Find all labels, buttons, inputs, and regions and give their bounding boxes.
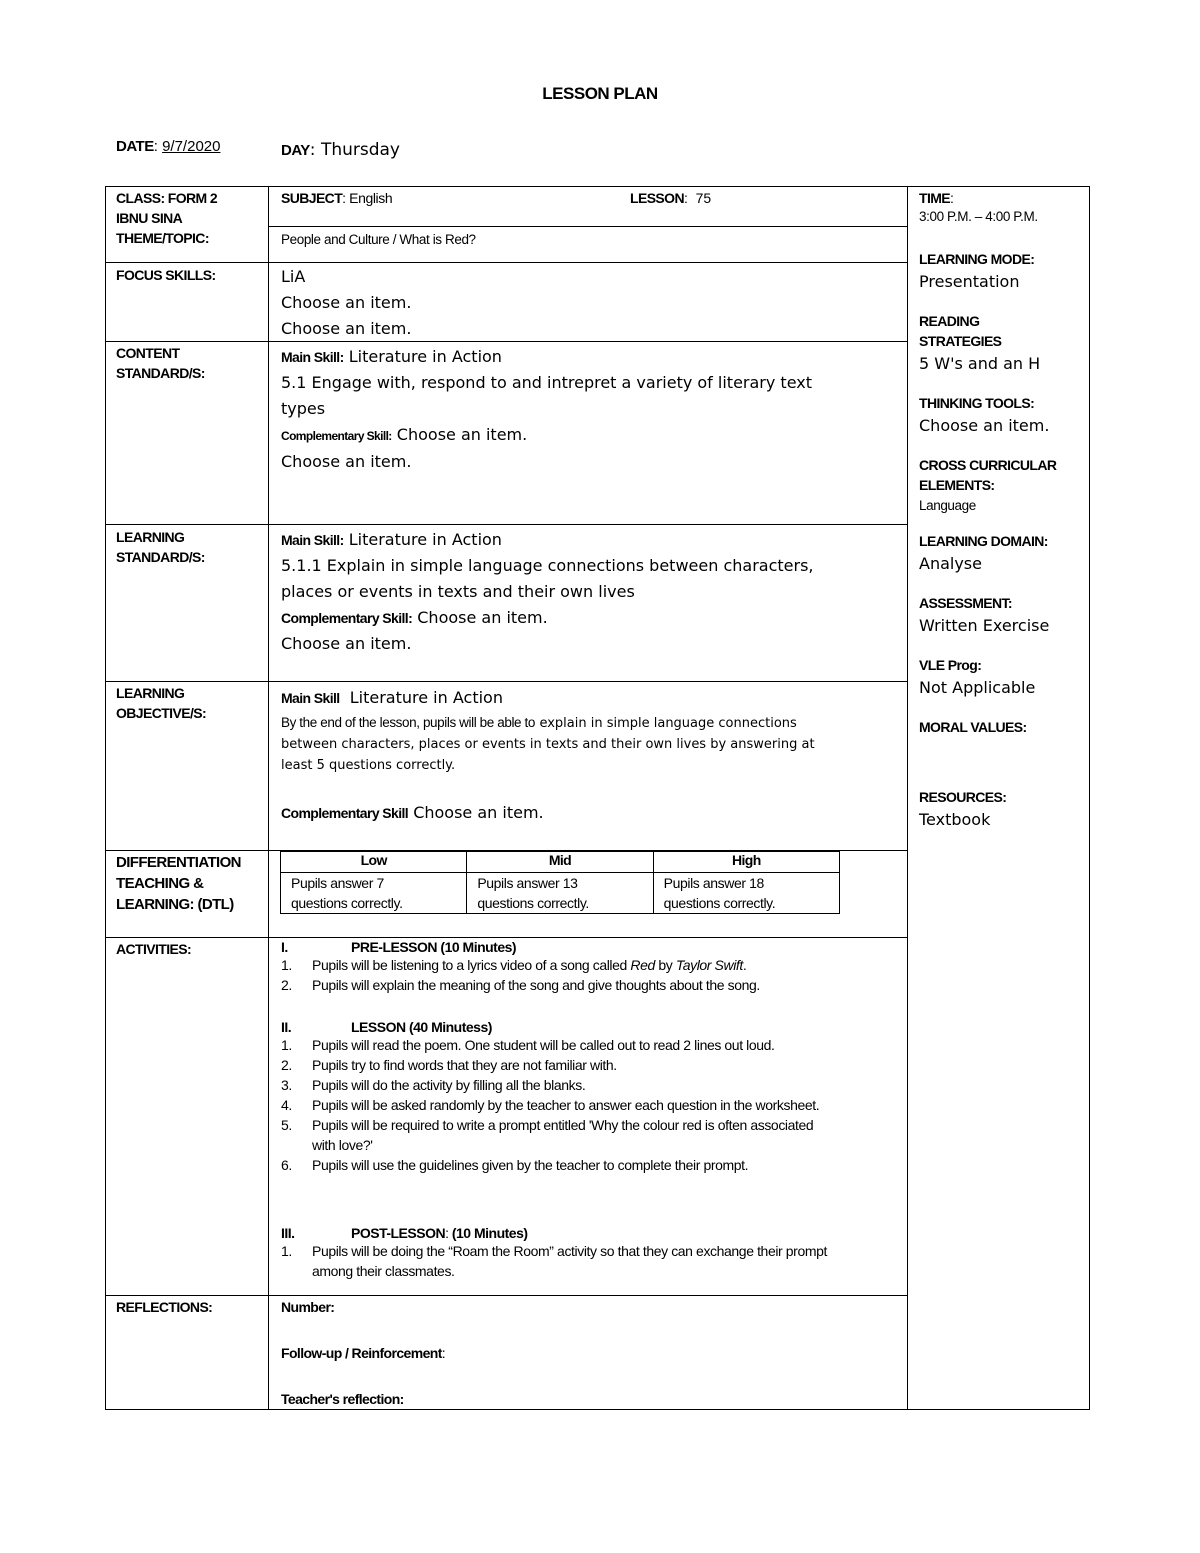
pre-lesson-list xyxy=(281,955,901,995)
dtl-cell-high: Pupils answer 18 questions correctly. xyxy=(653,873,839,914)
lesson-heading: II. LESSON (40 Minutess) xyxy=(281,1019,492,1035)
post-lesson-heading: III. POST-LESSON: (10 Minutes) xyxy=(281,1225,528,1241)
reflection-number: Number: xyxy=(281,1299,335,1315)
theme-label: THEME/TOPIC: xyxy=(116,230,209,246)
row-divider xyxy=(105,681,908,682)
list-item: 1. Pupils will be listening to a lyrics video of a song called Red by Taylor Swift. xyxy=(281,957,747,973)
content-standards-label: CONTENT STANDARD/S: xyxy=(116,345,205,381)
column-divider xyxy=(907,186,908,1410)
reading-strategies-value: 5 W's and an H xyxy=(919,354,1041,373)
page-title: LESSON PLAN xyxy=(542,84,658,103)
reflections-label: REFLECTIONS: xyxy=(116,1299,213,1315)
moral-values-label: MORAL VALUES: xyxy=(919,719,1027,735)
reading-strategies-label: READING STRATEGIES xyxy=(919,313,1002,349)
assessment-value: Written Exercise xyxy=(919,616,1050,635)
activities-label: ACTIVITIES: xyxy=(116,941,192,957)
activities-content xyxy=(281,939,901,1281)
post-lesson-list xyxy=(281,1241,901,1281)
learning-mode-value: Presentation xyxy=(919,272,1020,291)
objectives-complementary-skill: Complementary Skill Choose an item. xyxy=(281,803,544,822)
time-value: 3:00 P.M. – 4:00 P.M. xyxy=(919,209,1038,224)
content-standards-values: Main Skill: Literature in Action 5.1 Engage with, respond to and intrepret a variety of literary text types Complementary Skill: Choose an item. Choose an item. xyxy=(281,347,812,471)
cross-curricular-value: Language xyxy=(919,498,976,513)
list-item: 1. Pupils will be doing the “Roam the Room” activity so that they can exchange their prompt among their classmates. xyxy=(281,1243,827,1279)
cross-curricular-label: CROSS CURRICULAR ELEMENTS: xyxy=(919,457,1057,493)
learning-objectives-label: LEARNING OBJECTIVE/S: xyxy=(116,685,207,721)
objectives-text: By the end of the lesson, pupils will be able to explain in simple language connections between characters, places or events in texts and their own lives by answering at least 5 questions correctly. xyxy=(281,715,815,773)
dtl-cell-low: Pupils answer 7 questions correctly. xyxy=(281,873,467,914)
row-divider xyxy=(105,262,908,263)
list-item: 5. Pupils will be required to write a prompt entitled 'Why the colour red is often associated with love?' xyxy=(281,1117,814,1153)
thinking-tools-value: Choose an item. xyxy=(919,416,1050,435)
list-item: 6. Pupils will use the guidelines given by the teacher to complete their prompt. xyxy=(281,1157,749,1173)
learning-standards-label: LEARNING STANDARD/S: xyxy=(116,529,205,565)
list-item: 1. Pupils will read the poem. One student will be called out to read 2 lines out loud. xyxy=(281,1037,775,1053)
day-value: Thursday xyxy=(320,140,400,160)
objectives-main-skill: Main Skill Literature in Action xyxy=(281,688,503,707)
resources-label: RESOURCES: xyxy=(919,789,1007,805)
dtl-label: DIFFERENTIATION TEACHING & LEARNING: (DTL) xyxy=(116,854,241,913)
dtl-cell-mid: Pupils answer 13 questions correctly. xyxy=(467,873,653,914)
date-label: DATE xyxy=(116,138,154,155)
day-line: DAY: Thursday xyxy=(281,140,400,160)
row-divider xyxy=(268,226,908,227)
time-label: TIME: xyxy=(919,190,954,206)
learning-mode-label: LEARNING MODE: xyxy=(919,251,1035,267)
subject-field: SUBJECT: English xyxy=(281,190,393,206)
learning-standards-values: Main Skill: Literature in Action 5.1.1 Explain in simple language connections between characters, places or events in texts and their own lives Complementary Skill: Choose an item. Choose an item. xyxy=(281,530,814,653)
vle-value: Not Applicable xyxy=(919,678,1036,697)
thinking-tools-label: THINKING TOOLS: xyxy=(919,395,1035,411)
column-divider xyxy=(268,186,269,1410)
date-value: 9/7/2020 xyxy=(162,138,221,155)
lesson-field: LESSON: 75 xyxy=(630,190,712,206)
pre-lesson-heading: I. PRE-LESSON (10 Minutes) xyxy=(281,939,517,955)
dtl-header-high: High xyxy=(653,852,839,873)
lesson-list xyxy=(281,1035,901,1175)
learning-domain-label: LEARNING DOMAIN: xyxy=(919,533,1048,549)
row-divider xyxy=(105,524,908,525)
reflections-content xyxy=(281,1297,446,1409)
focus-skills-values: LiA Choose an item. Choose an item. xyxy=(281,267,412,338)
class-label: CLASS: FORM 2 IBNU SINA xyxy=(116,190,218,226)
side-panel xyxy=(919,189,1084,833)
learning-domain-value: Analyse xyxy=(919,554,982,573)
resources-value: Textbook xyxy=(919,810,991,829)
list-item: 3. Pupils will do the activity by filling all the blanks. xyxy=(281,1077,586,1093)
row-divider xyxy=(105,1295,908,1296)
list-item: 2. Pupils will explain the meaning of the song and give thoughts about the song. xyxy=(281,977,760,993)
reflection-follow-up: Follow-up / Reinforcement: xyxy=(281,1345,446,1361)
list-item: 2. Pupils try to find words that they are not familiar with. xyxy=(281,1057,617,1073)
focus-skills-label: FOCUS SKILLS: xyxy=(116,267,216,283)
row-divider xyxy=(105,937,908,938)
row-divider xyxy=(105,341,908,342)
assessment-label: ASSESSMENT: xyxy=(919,595,1012,611)
lesson-plan-table xyxy=(105,186,1090,1410)
day-label: DAY xyxy=(281,142,310,159)
vle-label: VLE Prog: xyxy=(919,657,982,673)
dtl-header-low: Low xyxy=(281,852,467,873)
list-item: 4. Pupils will be asked randomly by the teacher to answer each question in the worksheet. xyxy=(281,1097,820,1113)
date-line: DATE: 9/7/2020 xyxy=(116,138,221,155)
dtl-header-mid: Mid xyxy=(467,852,653,873)
dtl-table xyxy=(280,851,840,914)
theme-value: People and Culture / What is Red? xyxy=(281,232,476,247)
reflection-teacher: Teacher's reflection: xyxy=(281,1391,404,1407)
